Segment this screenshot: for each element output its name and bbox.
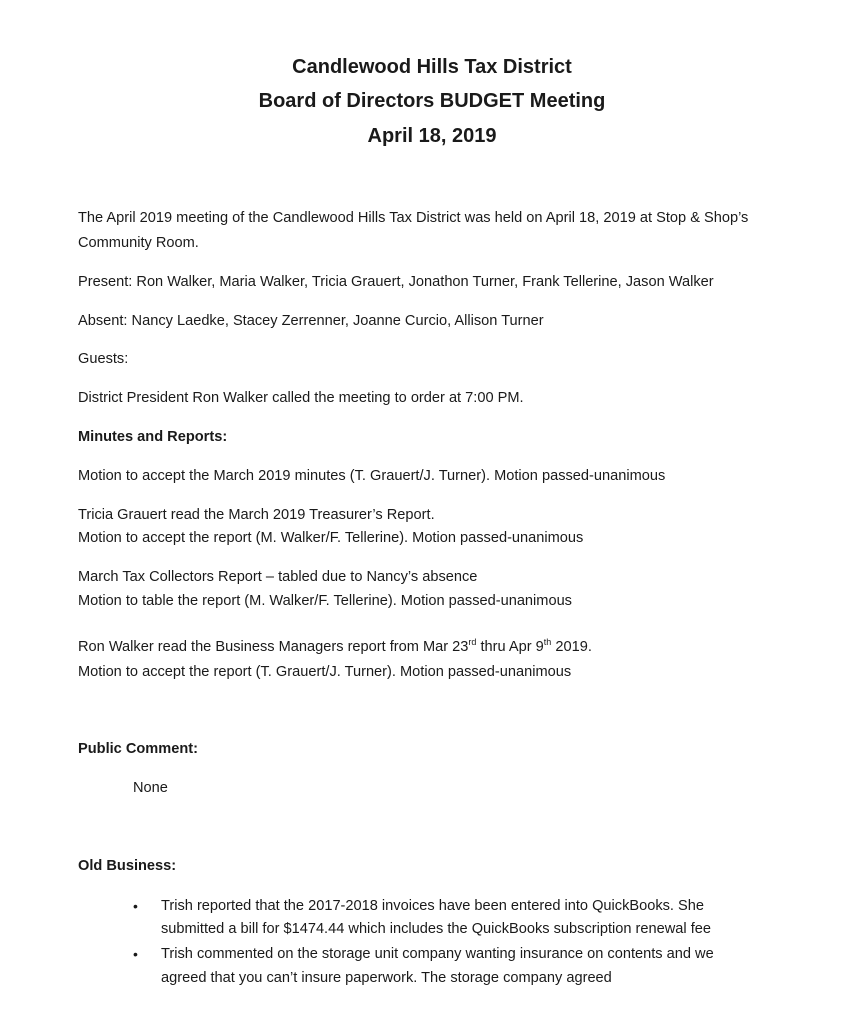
bullet-icon: • — [133, 946, 138, 962]
old-business-heading: Old Business: — [78, 858, 177, 874]
old-business-item-1-line-2: submitted a bill for $1474.44 which includes the QuickBooks subscription renewal fee — [161, 921, 712, 937]
motion-march-minutes: Motion to accept the March 2019 minutes (T. Grauert/J. Turner). Motion passed-unanimous — [78, 468, 666, 484]
business-manager-report-text-3: 2019. — [551, 639, 592, 655]
business-manager-report-text-2: thru Apr 9 — [476, 639, 544, 655]
call-to-order: District President Ron Walker called the meeting to order at 7:00 PM. — [78, 390, 524, 406]
business-manager-motion: Motion to accept the report (T. Grauert/J. Turner). Motion passed-unanimous — [78, 664, 572, 680]
minutes-heading: Minutes and Reports: — [78, 429, 228, 445]
superscript-rd: rd — [468, 637, 477, 648]
absent-list: Absent: Nancy Laedke, Stacey Zerrenner, Joanne Curcio, Allison Turner — [78, 313, 544, 329]
old-business-item-2-line-1: Trish commented on the storage unit company wanting insurance on contents and we — [161, 946, 714, 962]
old-business-item-1-line-1: Trish reported that the 2017-2018 invoices have been entered into QuickBooks. She — [161, 898, 705, 914]
district-title: Candlewood Hills Tax District — [292, 56, 572, 78]
meeting-title: Board of Directors BUDGET Meeting — [258, 90, 606, 112]
guests-label: Guests: — [78, 351, 129, 367]
treasurer-report-motion: Motion to accept the report (M. Walker/F. Tellerine). Motion passed-unanimous — [78, 530, 584, 546]
tax-collector-report: March Tax Collectors Report – tabled due to Nancy’s absence — [78, 569, 478, 585]
public-comment-text: None — [133, 780, 168, 796]
treasurer-report-read: Tricia Grauert read the March 2019 Treasurer’s Report. — [78, 507, 435, 523]
meeting-date: April 18, 2019 — [367, 125, 497, 147]
intro-line-2: Community Room. — [78, 235, 199, 251]
business-manager-report-text: Ron Walker read the Business Managers report from Mar 23 — [78, 639, 469, 655]
public-comment-heading: Public Comment: — [78, 741, 198, 757]
superscript-th: th — [543, 637, 552, 648]
intro-line-1: The April 2019 meeting of the Candlewood Hills Tax District was held on April 18, 2019 at Stop & Shop’s — [78, 210, 749, 226]
old-business-item-2-line-2: agreed that you can’t insure paperwork. The storage company agreed — [161, 970, 612, 986]
business-manager-report — [78, 638, 592, 657]
present-list: Present: Ron Walker, Maria Walker, Tricia Grauert, Jonathon Turner, Frank Tellerine, Jason Walker — [78, 274, 714, 290]
tax-collector-motion: Motion to table the report (M. Walker/F. Tellerine). Motion passed-unanimous — [78, 593, 572, 609]
bullet-icon: • — [133, 898, 138, 914]
